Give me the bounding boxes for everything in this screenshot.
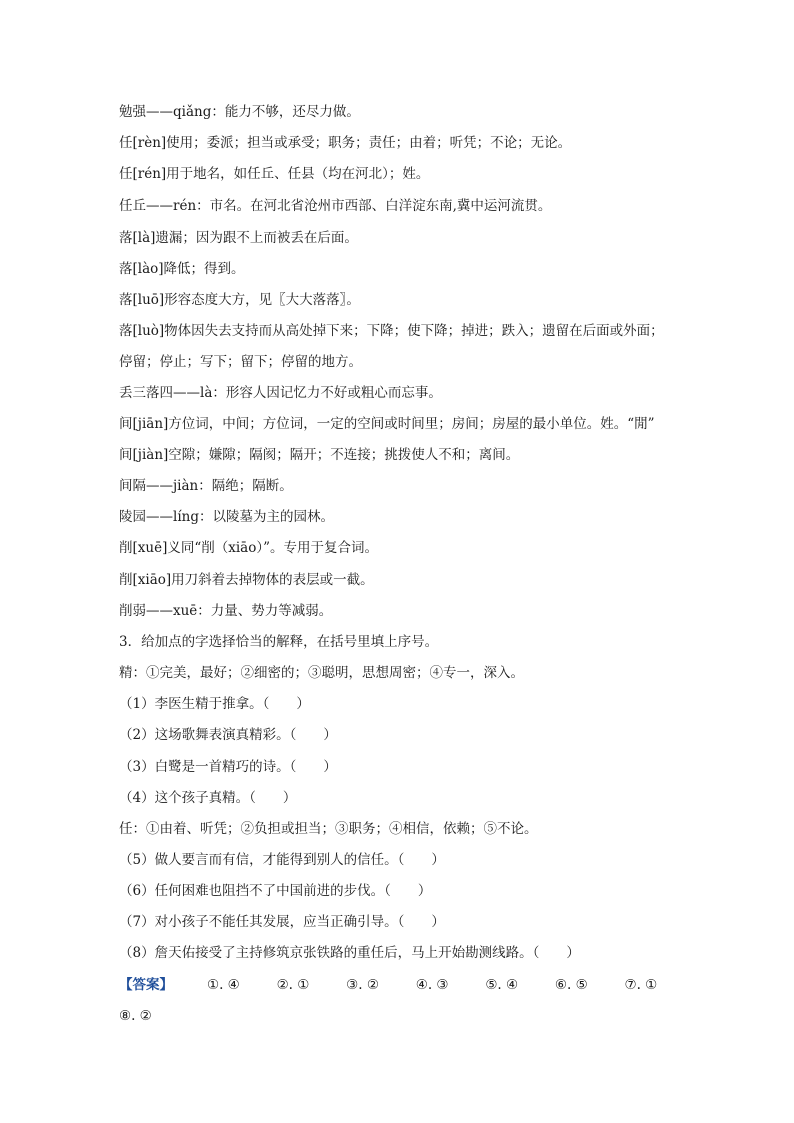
question-item: （3）白鹭是一首精巧的诗。（ ） — [119, 759, 337, 775]
text-line: 间[jiān]方位词，中间；方位词，一定的空间或时间里；房间；房屋的最小单位。姓。“閒” — [119, 416, 655, 432]
text-line: 削[xiāo]用刀斜着去掉物体的表层或一截。 — [119, 572, 374, 588]
text-line: 落[luò]物体因失去支持而从高处掉下来；下降；使下降；掉进；跌入；遗留在后面或外面； — [119, 323, 664, 339]
question-item: （1）李医生精于推拿。（ ） — [119, 696, 310, 712]
answer-row — [119, 975, 694, 995]
question-heading: 3．给加点的字选择恰当的解释，在括号里填上序号。 — [119, 634, 439, 650]
definition-line: 精：①完美，最好；②细密的；③聪明，思想周密；④专一，深入。 — [119, 665, 524, 681]
text-line: 任[rén]用于地名，如任丘、任县（均在河北）；姓。 — [119, 166, 430, 182]
text-line: 任[rèn]使用；委派；担当或承受；职务；责任；由着；听凭；不论；无论。 — [119, 135, 572, 151]
text-line: 落[lào]降低；得到。 — [119, 261, 245, 277]
text-line: 削弱——xuē：力量、势力等减弱。 — [119, 603, 333, 619]
question-item: （5）做人要言而有信，才能得到别人的信任。（ ） — [119, 852, 445, 868]
answer-item: ②. ① — [276, 977, 310, 993]
answer-item: ③. ② — [346, 977, 379, 993]
question-item: （8）詹天佑接受了主持修筑京张铁路的重任后，马上开始勘测线路。（ ） — [119, 945, 580, 961]
text-line: 勉强——qiǎng：能力不够，还尽力做。 — [119, 104, 360, 120]
text-line: 丢三落四——là：形容人因记忆力不好或粗心而忘事。 — [119, 385, 442, 401]
answer-item: ⑤. ④ — [485, 977, 519, 993]
definition-line: 任：①由着、听凭；②负担或担当；③职务；④相信，依赖；⑤不论。 — [119, 821, 538, 837]
text-line: 削[xuē]义同“削（xiāo）”。专用于复合词。 — [119, 540, 378, 556]
answer-item: ①. ④ — [207, 977, 240, 993]
question-item: （6）任何困难也阻挡不了中国前进的步伐。（ ） — [119, 883, 432, 899]
text-line: 停留；停止；写下；留下；停留的地方。 — [119, 354, 362, 370]
answer-item: ⑦. ① — [624, 977, 658, 993]
question-item: （4）这个孩子真精。（ ） — [119, 790, 297, 806]
text-line: 间隔——jiàn：隔绝；隔断。 — [119, 478, 293, 494]
text-line: 任丘——rén：市名。在河北省沧州市西部、白洋淀东南,冀中运河流贯。 — [119, 198, 552, 214]
answer-item: ④. ③ — [415, 977, 449, 993]
answer-label: 【答案】 — [119, 977, 173, 993]
question-item: （2）这场歌舞表演真精彩。（ ） — [119, 727, 337, 743]
text-line: 间[jiàn]空隙；嫌隙；隔阂；隔开；不连接；挑拨使人不和；离间。 — [119, 447, 520, 463]
text-line: 陵园——líng：以陵墓为主的园林。 — [119, 509, 334, 525]
text-line: 落[luō]形容态度大方，见〖大大落落〗。 — [119, 292, 360, 308]
text-line: 落[là]遗漏；因为跟不上而被丢在后面。 — [119, 230, 358, 246]
answer-item: ⑧. ② — [119, 1008, 152, 1024]
question-item: （7）对小孩子不能任其发展，应当正确引导。（ ） — [119, 914, 445, 930]
answer-item: ⑥. ⑤ — [554, 977, 588, 993]
